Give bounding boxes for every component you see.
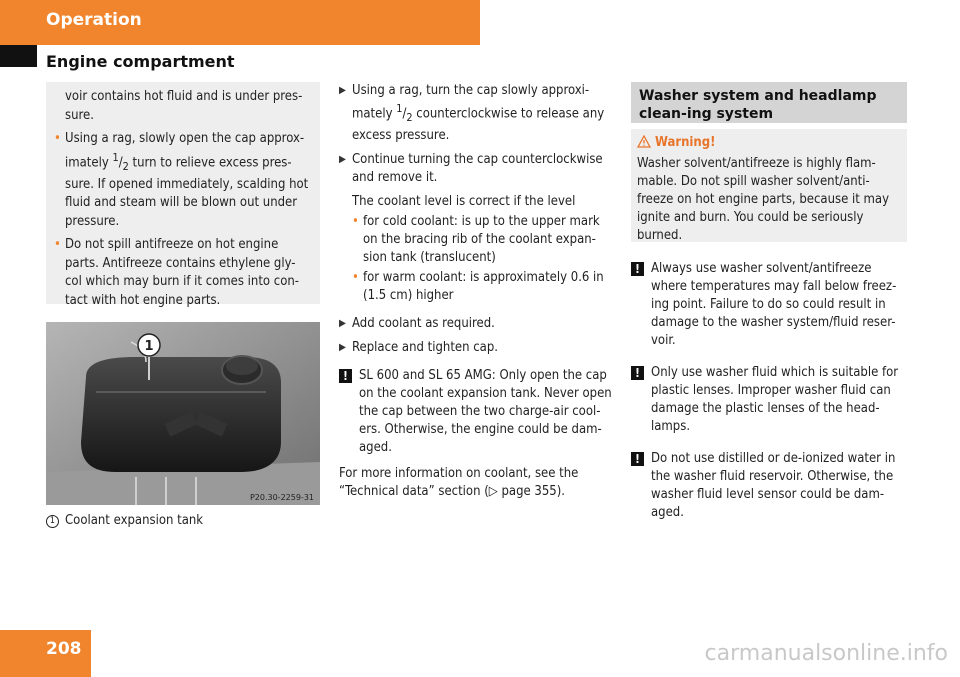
warning-heading: Warning!: [637, 134, 901, 152]
photo-code: P20.30-2259-31: [249, 493, 314, 502]
header-tab-marker: [0, 45, 37, 67]
page-title: Engine compartment: [46, 52, 235, 71]
exclamation-icon: !: [631, 452, 644, 466]
section-heading: Washer system and headlamp clean-ing system: [631, 82, 907, 123]
coolant-instructions: [339, 82, 615, 501]
caution-note: ! Only use washer fluid which is suitable for plastic lenses. Improper washer fluid can damage the plastic lenses of the head-lamps.: [631, 364, 907, 436]
coolant-level-item: • for cold coolant: is up to the upper mark on the bracing rib of the coolant expan-sion tank (translucent): [352, 213, 600, 265]
safety-text-continued: voir contains hot fluid and is under pres- sure.: [65, 89, 303, 123]
arrow-right-icon: ▶: [339, 317, 346, 329]
instruction-step: ▶ Using a rag, turn the cap slowly approxi- mately $^1/_2$ counterclockwise to release any excess pressure.: [339, 83, 605, 143]
bullet-dot-icon: •: [54, 237, 61, 253]
section-title: Operation: [46, 10, 142, 30]
coolant-level-intro: The coolant level is correct if the level: [352, 193, 576, 209]
coolant-level-item: • for warm coolant: is approximately 0.6 in (1.5 cm) higher: [352, 269, 604, 303]
washer-system-section: [631, 82, 907, 536]
caution-note: ! SL 600 and SL 65 AMG: Only open the cap on the coolant expansion tank. Never open the cap between the two charge-air cool-ers. Otherwise, the engine could be dam-aged.: [339, 367, 615, 457]
photo-caption: 1 Coolant expansion tank: [46, 512, 203, 530]
instruction-step: ▶ Add coolant as required.: [339, 315, 495, 331]
safety-info-box: [46, 82, 320, 308]
exclamation-icon: !: [339, 369, 352, 383]
caution-note: ! Do not use distilled or de-ionized water in the washer fluid reservoir. Otherwise, the washer fluid level sensor could be dam-aged.: [631, 450, 907, 522]
instruction-step: ▶ Continue turning the cap counterclockwise and remove it.: [339, 151, 603, 185]
arrow-right-icon: ▶: [339, 341, 346, 353]
caption-number: 1: [46, 515, 59, 528]
arrow-right-icon: ▶: [339, 85, 346, 96]
warning-triangle-icon: [637, 135, 651, 148]
coolant-tank-photo: [46, 322, 320, 505]
coolant-tank-illustration: [46, 322, 320, 505]
callout-number: 1: [144, 339, 154, 354]
exclamation-icon: !: [631, 366, 644, 380]
bullet-dot-icon: •: [352, 269, 359, 285]
page-number: 208: [46, 639, 82, 659]
safety-bullet: • Using a rag, slowly open the cap approx- imately $^1/_2$ turn to relieve excess pres- sure. If opened immediately, scalding hot fluid and steam will be blown out under pressure.: [54, 131, 309, 229]
caution-note: ! Always use washer solvent/antifreeze where temperatures may fall below freez-ing point. Failure to do so could result in damage to the washer system/fluid reser-voir.: [631, 260, 907, 350]
safety-bullet: • Do not spill antifreeze on hot engine parts. Antifreeze contains ethylene gly-col which may burn if it comes into con-tact with hot engine parts.: [54, 237, 300, 308]
instruction-step: ▶ Replace and tighten cap.: [339, 339, 498, 355]
more-info-text: For more information on coolant, see the “Technical data” section (▷ page 355).: [339, 465, 579, 499]
bullet-dot-icon: •: [54, 131, 61, 146]
warning-box: [631, 129, 907, 242]
warning-text: Washer solvent/antifreeze is highly flam-mable. Do not spill washer solvent/anti-freeze on hot engine parts, because it may ignite and burn. You could be seriously burned.: [637, 156, 890, 243]
exclamation-icon: !: [631, 262, 644, 276]
watermark: carmanualsonline.info: [704, 641, 948, 666]
bullet-dot-icon: •: [352, 213, 359, 229]
arrow-right-icon: ▶: [339, 153, 346, 165]
